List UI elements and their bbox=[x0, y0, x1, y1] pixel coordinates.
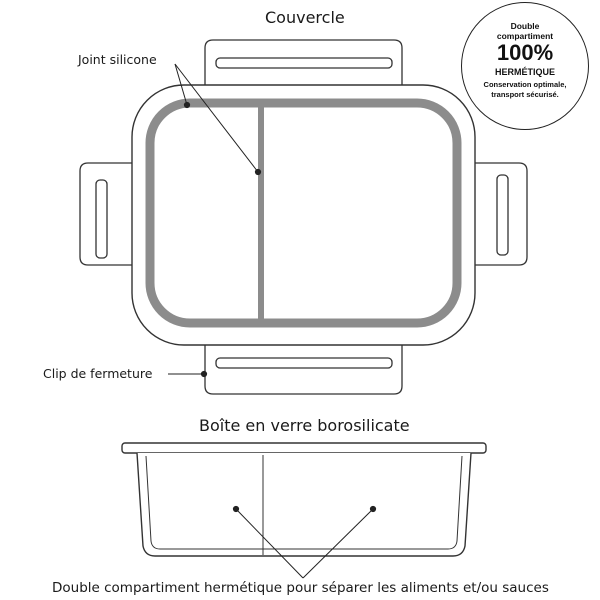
seal-label: Joint silicone bbox=[78, 52, 157, 67]
bottom-caption: Double compartiment hermétique pour séparer les aliments et/ou sauces bbox=[52, 580, 549, 596]
lid-title: Couvercle bbox=[265, 8, 345, 27]
clip-label: Clip de fermeture bbox=[43, 366, 153, 381]
badge-percent: 100% bbox=[496, 40, 554, 65]
lid-top-clip bbox=[205, 40, 402, 92]
silicone-seal bbox=[150, 103, 457, 323]
badge-hermetic: HERMÉTIQUE bbox=[494, 67, 555, 77]
clip-leader-line bbox=[168, 371, 207, 376]
badge-line-compartment: compartiment bbox=[496, 31, 554, 41]
hermetic-badge bbox=[461, 2, 589, 130]
lid-bottom-clip bbox=[205, 338, 402, 394]
badge-line-transport: transport sécurisé. bbox=[491, 89, 559, 99]
box-title: Boîte en verre borosilicate bbox=[199, 416, 410, 435]
badge-line-conservation: Conservation optimale, bbox=[483, 80, 567, 89]
badge-line-double: Double bbox=[510, 21, 540, 31]
lid-left-clip bbox=[80, 163, 132, 265]
glass-box-side-view bbox=[122, 443, 486, 556]
lid-right-clip bbox=[475, 163, 527, 265]
